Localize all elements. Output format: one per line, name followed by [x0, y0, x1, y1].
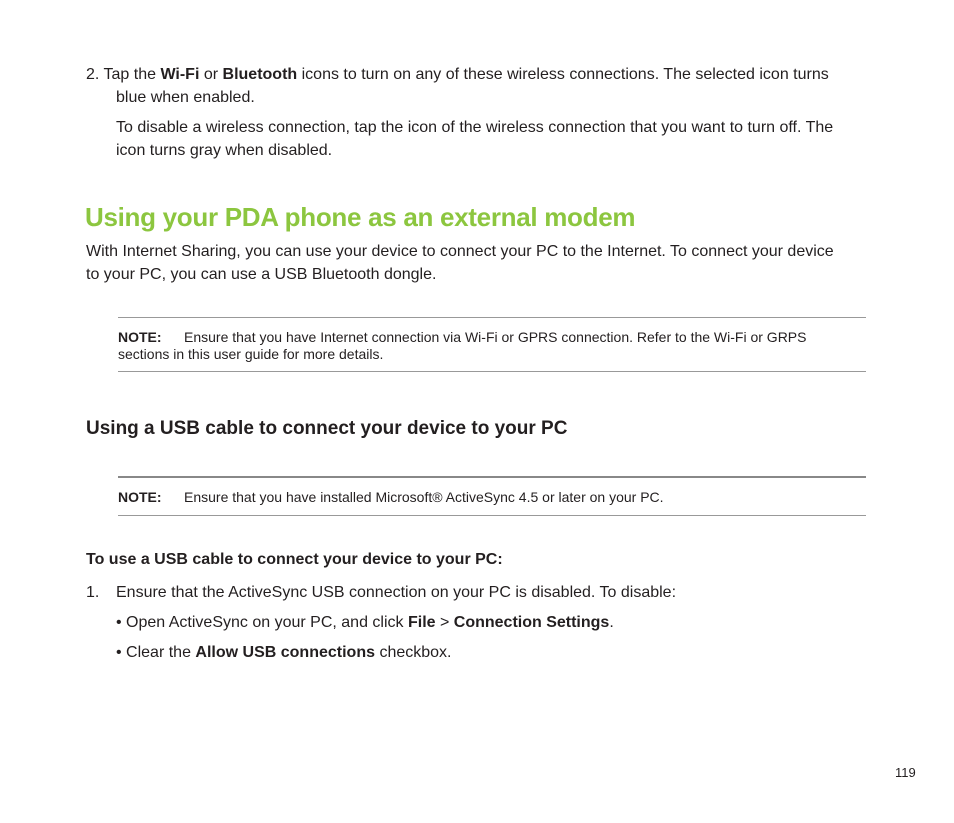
bullet-1-suffix: . — [609, 614, 614, 631]
note-2 — [118, 488, 664, 506]
note-1-bottom-rule — [118, 371, 866, 372]
note-2-label: NOTE: — [118, 489, 162, 505]
step-1-number: 1. — [86, 584, 100, 601]
step-2-para-2-line-2: icon turns gray when disabled. — [116, 142, 333, 159]
section-1-intro-line-1: With Internet Sharing, you can use your device to connect your PC to the Internet. To connect your device — [86, 243, 834, 260]
note-2-bottom-rule — [118, 515, 866, 516]
bullet-2-prefix: • Clear the — [116, 644, 196, 661]
bullet-2-suffix: checkbox. — [375, 644, 452, 661]
section-1-intro-line-2: to your PC, you can use a USB Bluetooth dongle. — [86, 266, 437, 283]
bluetooth-label: Bluetooth — [222, 66, 298, 83]
note-1-line-1: Ensure that you have Internet connection via Wi-Fi or GPRS connection. Refer to the Wi-Fi or GRPS — [184, 329, 807, 345]
step-2-line-2: blue when enabled. — [116, 89, 255, 106]
step-2 — [86, 63, 829, 86]
step-2-text-c: icons to turn on any of these wireless connections. The selected icon turns — [297, 66, 829, 83]
bullet-clear-checkbox — [116, 641, 451, 664]
wifi-label: Wi-Fi — [160, 66, 200, 83]
step-1-text: Ensure that the ActiveSync USB connection on your PC is disabled. To disable: — [116, 584, 677, 601]
section-title-external-modem: Using your PDA phone as an external modem — [85, 202, 636, 232]
allow-usb-connections-label: Allow USB connections — [195, 644, 375, 661]
step-2-number: 2. — [86, 66, 100, 83]
procedure-heading: To use a USB cable to connect your device to your PC: — [86, 551, 503, 568]
page-number: 119 — [895, 765, 916, 780]
section-title-usb-cable: Using a USB cable to connect your device to your PC — [86, 418, 568, 439]
step-2-para-2-line-1: To disable a wireless connection, tap the icon of the wireless connection that you want to turn off. The — [116, 119, 834, 136]
step-2-text-a: Tap the — [103, 66, 161, 83]
connection-settings-label: Connection Settings — [453, 614, 610, 631]
step-2-text-b: or — [199, 66, 223, 83]
bullet-1-prefix: • Open ActiveSync on your PC, and click — [116, 614, 408, 631]
bullet-open-activesync — [116, 611, 614, 634]
note-1-top-rule — [118, 317, 866, 318]
note-2-text: Ensure that you have installed Microsoft® ActiveSync 4.5 or later on your PC. — [184, 489, 664, 505]
file-menu-label: File — [407, 614, 436, 631]
note-1-line-2: sections in this user guide for more details. — [118, 346, 384, 362]
note-2-top-rule — [118, 476, 866, 478]
note-1 — [118, 328, 807, 346]
note-1-label: NOTE: — [118, 329, 162, 345]
bullet-1-separator: > — [435, 614, 454, 631]
